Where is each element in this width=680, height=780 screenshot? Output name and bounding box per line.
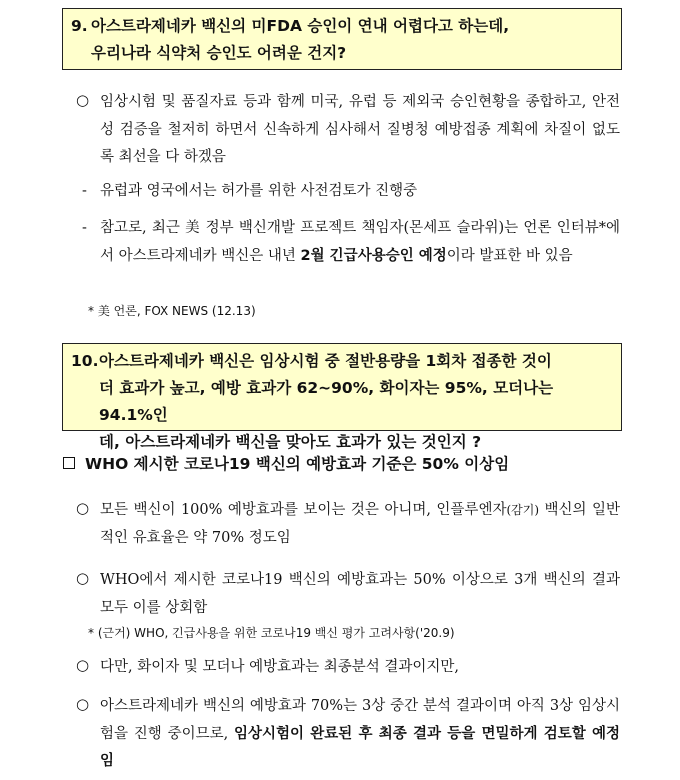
answer-subpoint: 유럽과 영국에서는 허가를 위한 사전검토가 진행중	[100, 183, 418, 199]
section-heading-text: WHO 제시한 코로나19 백신의 예방효과 기준은 50% 이상임	[85, 455, 510, 473]
paragraph-text: 모든 백신이 100% 예방효과를 보이는 것은 아니며, 인플루엔자	[100, 502, 507, 518]
question-number: 10.	[71, 352, 99, 370]
subpoint-text: 이라 발표한 바 있음	[446, 247, 573, 264]
question-number: 9.	[71, 17, 88, 35]
paragraph-text: 백신의 일반적인 유효율은 약 70% 정도임	[100, 502, 620, 546]
bullet-circle-icon: ○	[76, 569, 90, 587]
answer-paragraph: WHO에서 제시한 코로나19 백신의 예방효과는 50% 이상으로 3개 백신의 결과 모두 이를 상회함	[100, 572, 620, 616]
section-heading	[63, 452, 509, 474]
answer-paragraph	[100, 497, 620, 552]
answer-paragraph	[100, 693, 620, 776]
answer-subpoint	[100, 215, 620, 270]
checkbox-square-icon	[63, 457, 75, 469]
footnote: * 美 언론, FOX NEWS (12.13)	[88, 304, 256, 318]
paragraph-bold-text: 임상시험이 완료된 후 최종 결과 등을 면밀하게 검토할 예정임	[100, 725, 620, 769]
bullet-circle-icon: ○	[76, 91, 90, 109]
paragraph-small-text: (감기)	[506, 503, 540, 517]
subpoint-bold-text: 2월 긴급사용승인 예정	[300, 247, 447, 264]
bullet-circle-icon: ○	[76, 695, 90, 713]
dash-marker: -	[82, 220, 87, 236]
question-9-box	[62, 8, 622, 70]
dash-marker: -	[82, 183, 87, 199]
question-line: 아스트라제네카 백신은 임상시험 중 절반용량을 1회차 접종한 것이	[99, 352, 552, 370]
footnote: * (근거) WHO, 긴급사용을 위한 코로나19 백신 평가 고려사항('20.9)	[88, 626, 455, 640]
subpoint-text: 참고로, 최근 美 정부 백신개발 프로젝트 책임자(몬세프 슬라위)는 언론 인터뷰*에서 아스트라제네카 백신은 내년	[100, 220, 620, 264]
question-line: 아스트라제네카 백신의 미FDA 승인이 연내 어렵다고 하는데,	[91, 17, 510, 35]
question-10-box	[62, 343, 622, 451]
paragraph-text: 아스트라제네카 백신의 예방효과 70%는 3상 중간 분석 결과이며 아직 3상 임상시험을 진행 중이므로,	[100, 698, 620, 742]
question-line: 데, 아스트라제네카 백신을 맞아도 효과가 있는 것인지 ?	[99, 433, 482, 451]
bullet-circle-icon: ○	[76, 499, 90, 517]
question-line: 우리나라 식약처 승인도 어려운 건지?	[91, 44, 347, 62]
question-line: 더 효과가 높고, 예방 효과가 62~90%, 화이자는 95%, 모더나는 94.1%인	[99, 379, 554, 424]
bullet-circle-icon: ○	[76, 656, 90, 674]
answer-paragraph: 다만, 화이자 및 모더나 예방효과는 최종분석 결과이지만,	[100, 659, 460, 675]
answer-paragraph: 임상시험 및 품질자료 등과 함께 미국, 유럽 등 제외국 승인현황을 종합하고, 안전성 검증을 철저히 하면서 신속하게 심사해서 질병청 예방접종 계획에 차질이 없도록 최선을 다 하겠음	[100, 94, 620, 165]
